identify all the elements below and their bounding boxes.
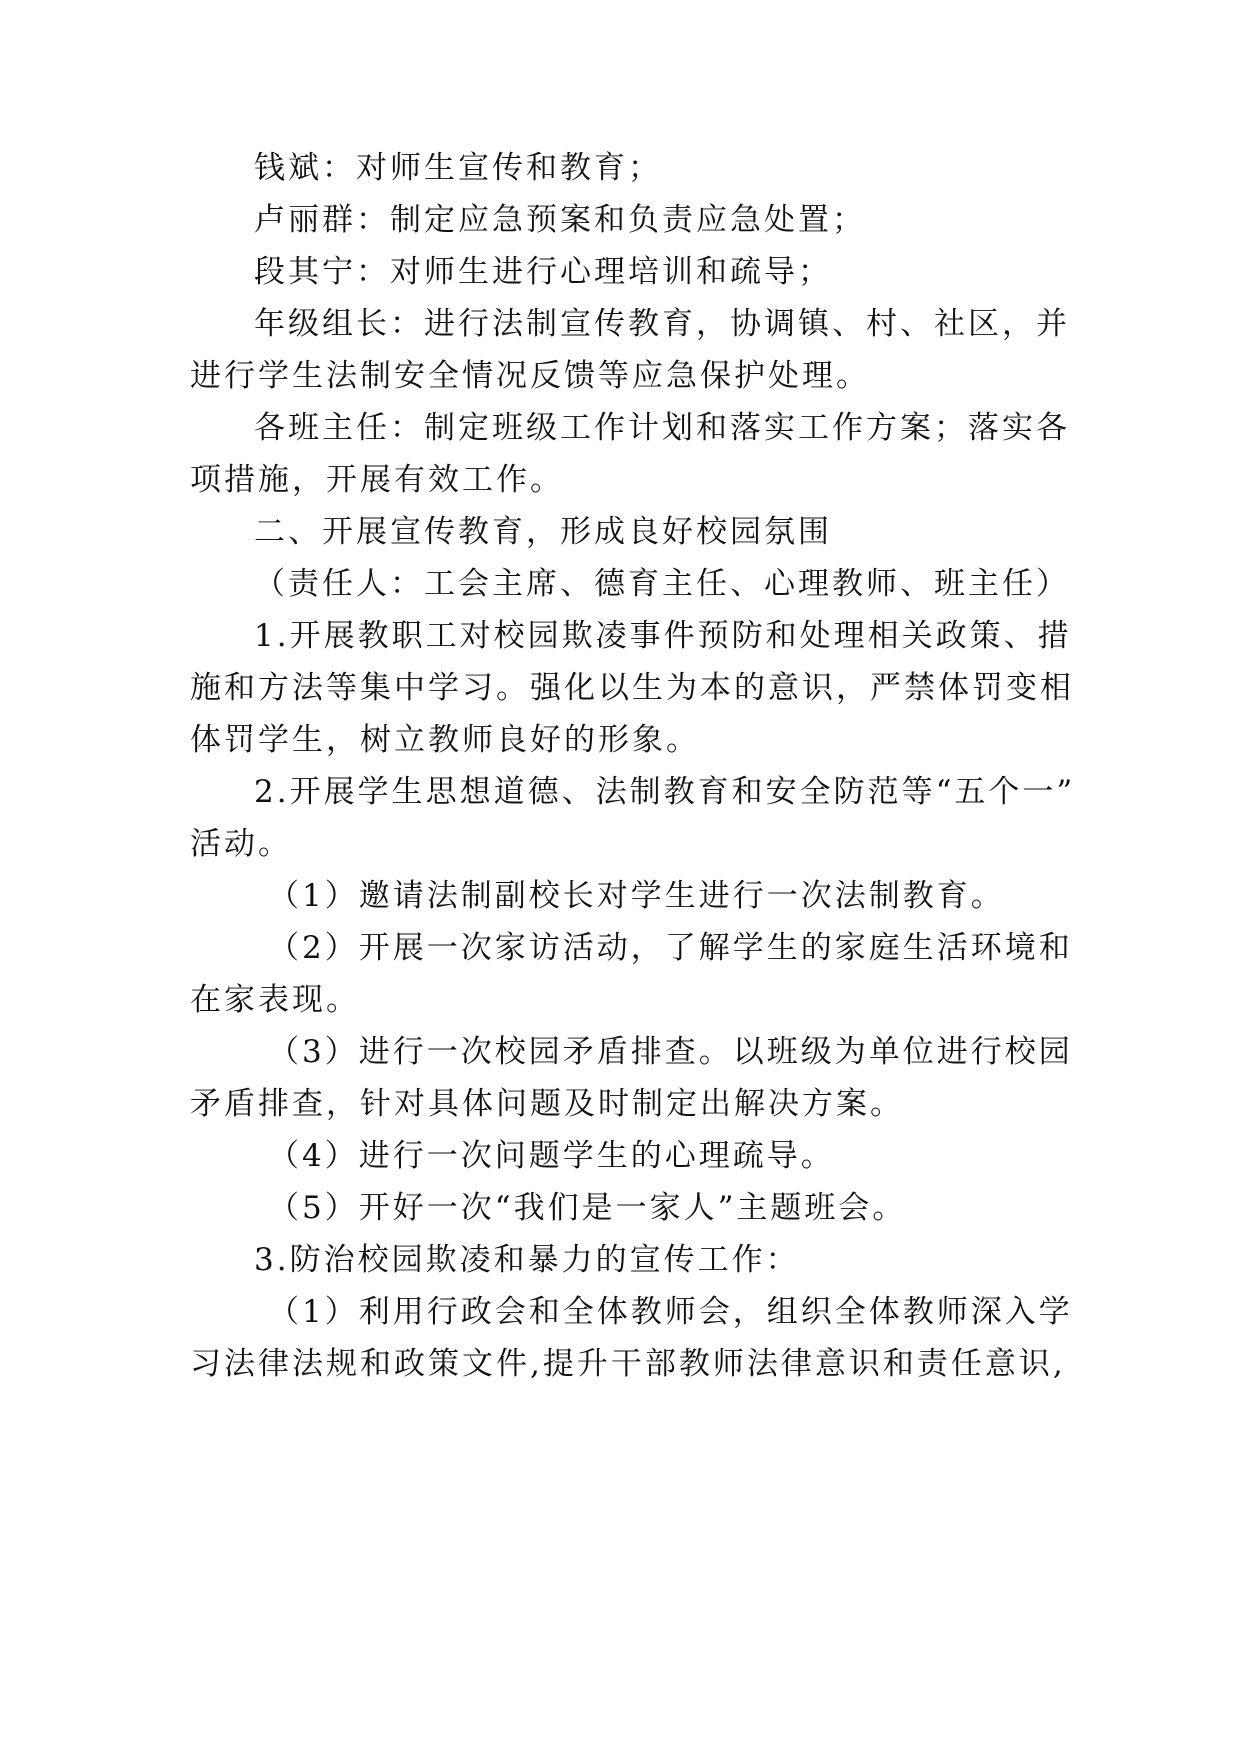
text-line-grade-leader: 年级组长：进行法制宣传教育，协调镇、村、社区，并 bbox=[254, 306, 1070, 342]
text-line-grade-leader-cont: 进行学生法制安全情况反馈等应急保护处理。 bbox=[190, 358, 870, 394]
text-line-class-teacher: 各班主任：制定班级工作计划和落实工作方案；落实各 bbox=[254, 410, 1070, 446]
subitem-2-1: （1）邀请法制副校长对学生进行一次法制教育。 bbox=[268, 878, 1005, 914]
text-line-duan: 段其宁：对师生进行心理培训和疏导； bbox=[254, 254, 832, 290]
item-1-line-1: 1.开展教职工对校园欺凌事件预防和处理相关政策、措 bbox=[254, 618, 1072, 654]
item-3-heading: 3.防治校园欺凌和暴力的宣传工作： bbox=[254, 1242, 800, 1278]
text-line-lu: 卢丽群：制定应急预案和负责应急处置； bbox=[254, 202, 866, 238]
item-1-line-3: 体罚学生，树立教师良好的形象。 bbox=[190, 722, 700, 758]
text-line-class-teacher-cont: 项措施，开展有效工作。 bbox=[190, 462, 564, 498]
item-1-line-2: 施和方法等集中学习。强化以生为本的意识，严禁体罚变相 bbox=[190, 670, 1074, 706]
subitem-3-1-line-2: 习法律法规和政策文件,提升干部教师法律意识和责任意识, bbox=[190, 1346, 1066, 1382]
text-line-qianbin: 钱斌：对师生宣传和教育； bbox=[254, 150, 662, 186]
subitem-2-5: （5）开好一次“我们是一家人”主题班会。 bbox=[268, 1190, 907, 1226]
item-2-line-2: 活动。 bbox=[190, 826, 292, 862]
subitem-2-2-line-2: 在家表现。 bbox=[190, 982, 360, 1018]
item-2-line-1: 2.开展学生思想道德、法制教育和安全防范等“五个一” bbox=[254, 774, 1076, 810]
responsible-persons: （责任人：工会主席、德育主任、心理教师、班主任） bbox=[254, 566, 1070, 602]
subitem-3-1-line-1: （1）利用行政会和全体教师会，组织全体教师深入学 bbox=[268, 1294, 1073, 1330]
subitem-2-3-line-1: （3）进行一次校园矛盾排查。以班级为单位进行校园 bbox=[268, 1034, 1073, 1070]
subitem-2-3-line-2: 矛盾排查，针对具体问题及时制定出解决方案。 bbox=[190, 1086, 904, 1122]
subitem-2-4: （4）进行一次问题学生的心理疏导。 bbox=[268, 1138, 835, 1174]
section-heading-two: 二、开展宣传教育，形成良好校园氛围 bbox=[254, 514, 832, 550]
subitem-2-2-line-1: （2）开展一次家访活动，了解学生的家庭生活环境和 bbox=[268, 930, 1073, 966]
